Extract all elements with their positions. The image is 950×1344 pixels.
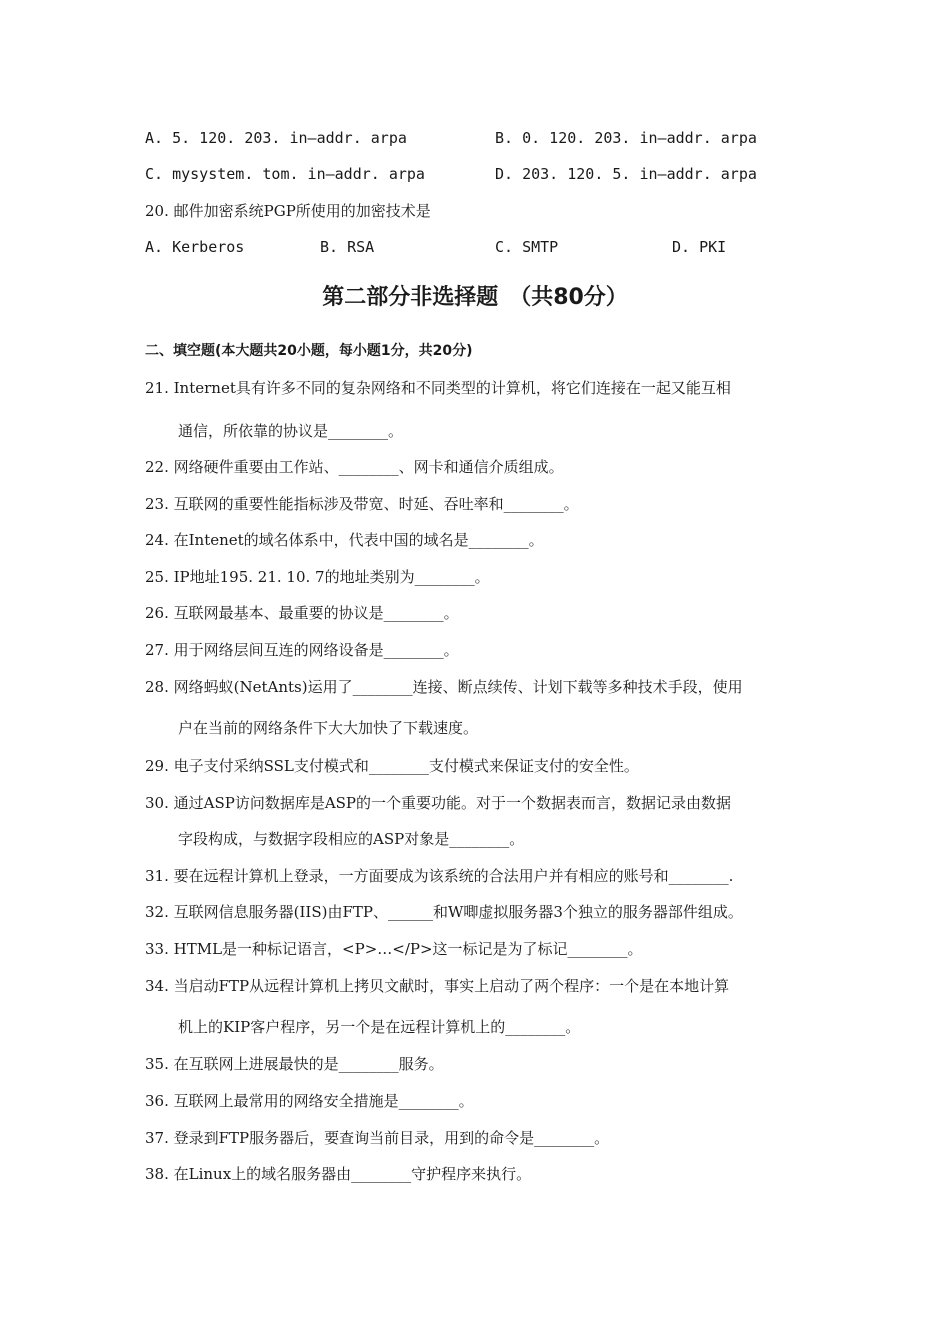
question-28-line2: 户在当前的网络条件下大大加快了下载速度。 xyxy=(178,719,479,737)
section-heading: 二、填空题(本大题共20小题，每小题1分，共20分) xyxy=(145,343,473,359)
question-21-line1: 21. Internet具有许多不同的复杂网络和不同类型的计算机，将它们连接在一起又能互相 xyxy=(145,379,731,397)
q20-stem: 20. 邮件加密系统PGP所使用的加密技术是 xyxy=(145,202,431,220)
part-title: 第二部分非选择题 （共80分） xyxy=(322,285,628,310)
question-34-line2: 机上的KIP客户程序，另一个是在远程计算机上的________。 xyxy=(178,1018,581,1036)
question-23: 23. 互联网的重要性能指标涉及带宽、时延、吞吐率和________。 xyxy=(145,495,579,513)
q19-option-c: C. mysystem. tom. in—addr. arpa xyxy=(145,165,425,183)
question-34-line1: 34. 当启动FTP从远程计算机上拷贝文献时，事实上启动了两个程序：一个是在本地计算 xyxy=(145,977,730,995)
question-27: 27. 用于网络层间互连的网络设备是________。 xyxy=(145,641,459,659)
question-33: 33. HTML是一种标记语言，<P>…</P>这一标记是为了标记________。 xyxy=(145,940,643,958)
q20-option-b: B. RSA xyxy=(320,238,375,256)
q19-option-b: B. 0. 120. 203. in—addr. arpa xyxy=(495,129,757,147)
q19-option-d: D. 203. 120. 5. in—addr. arpa xyxy=(495,165,757,183)
question-31: 31. 要在远程计算机上登录，一方面要成为该系统的合法用户并有相应的账号和________. xyxy=(145,867,734,885)
question-36: 36. 互联网上最常用的网络安全措施是________。 xyxy=(145,1092,474,1110)
question-32: 32. 互联网信息服务器(IIS)由FTP、______和W唧虚拟服务器3个独立的服务器部件组成。 xyxy=(145,903,743,921)
question-37: 37. 登录到FTP服务器后，要查询当前目录，用到的命令是________。 xyxy=(145,1129,610,1147)
question-28-line1: 28. 网络蚂蚁(NetAnts)运用了________连接、断点续传、计划下载等多种技术手段，使用 xyxy=(145,678,743,696)
question-25: 25. IP地址195. 21. 10. 7的地址类别为________。 xyxy=(145,568,490,586)
question-30-line2: 字段构成，与数据字段相应的ASP对象是________。 xyxy=(178,830,525,848)
question-26: 26. 互联网最基本、最重要的协议是________。 xyxy=(145,604,459,622)
q19-option-a: A. 5. 120. 203. in—addr. arpa xyxy=(145,129,407,147)
q20-option-d: D. PKI xyxy=(672,238,727,256)
question-35: 35. 在互联网上进展最快的是________服务。 xyxy=(145,1055,444,1073)
q20-option-c: C. SMTP xyxy=(495,238,559,256)
question-29: 29. 电子支付采纳SSL支付模式和________支付模式来保证支付的安全性。 xyxy=(145,757,639,775)
question-22: 22. 网络硬件重要由工作站、________、网卡和通信介质组成。 xyxy=(145,458,564,476)
question-21-line2: 通信，所依靠的协议是________。 xyxy=(178,422,404,440)
q20-option-a: A. Kerberos xyxy=(145,238,245,256)
question-38: 38. 在Linux上的域名服务器由________守护程序来执行。 xyxy=(145,1165,532,1183)
question-30-line1: 30. 通过ASP访问数据库是ASP的一个重要功能。对于一个数据表而言，数据记录由数据 xyxy=(145,794,732,812)
question-24: 24. 在Intenet的域名体系中，代表中国的域名是________。 xyxy=(145,531,544,549)
